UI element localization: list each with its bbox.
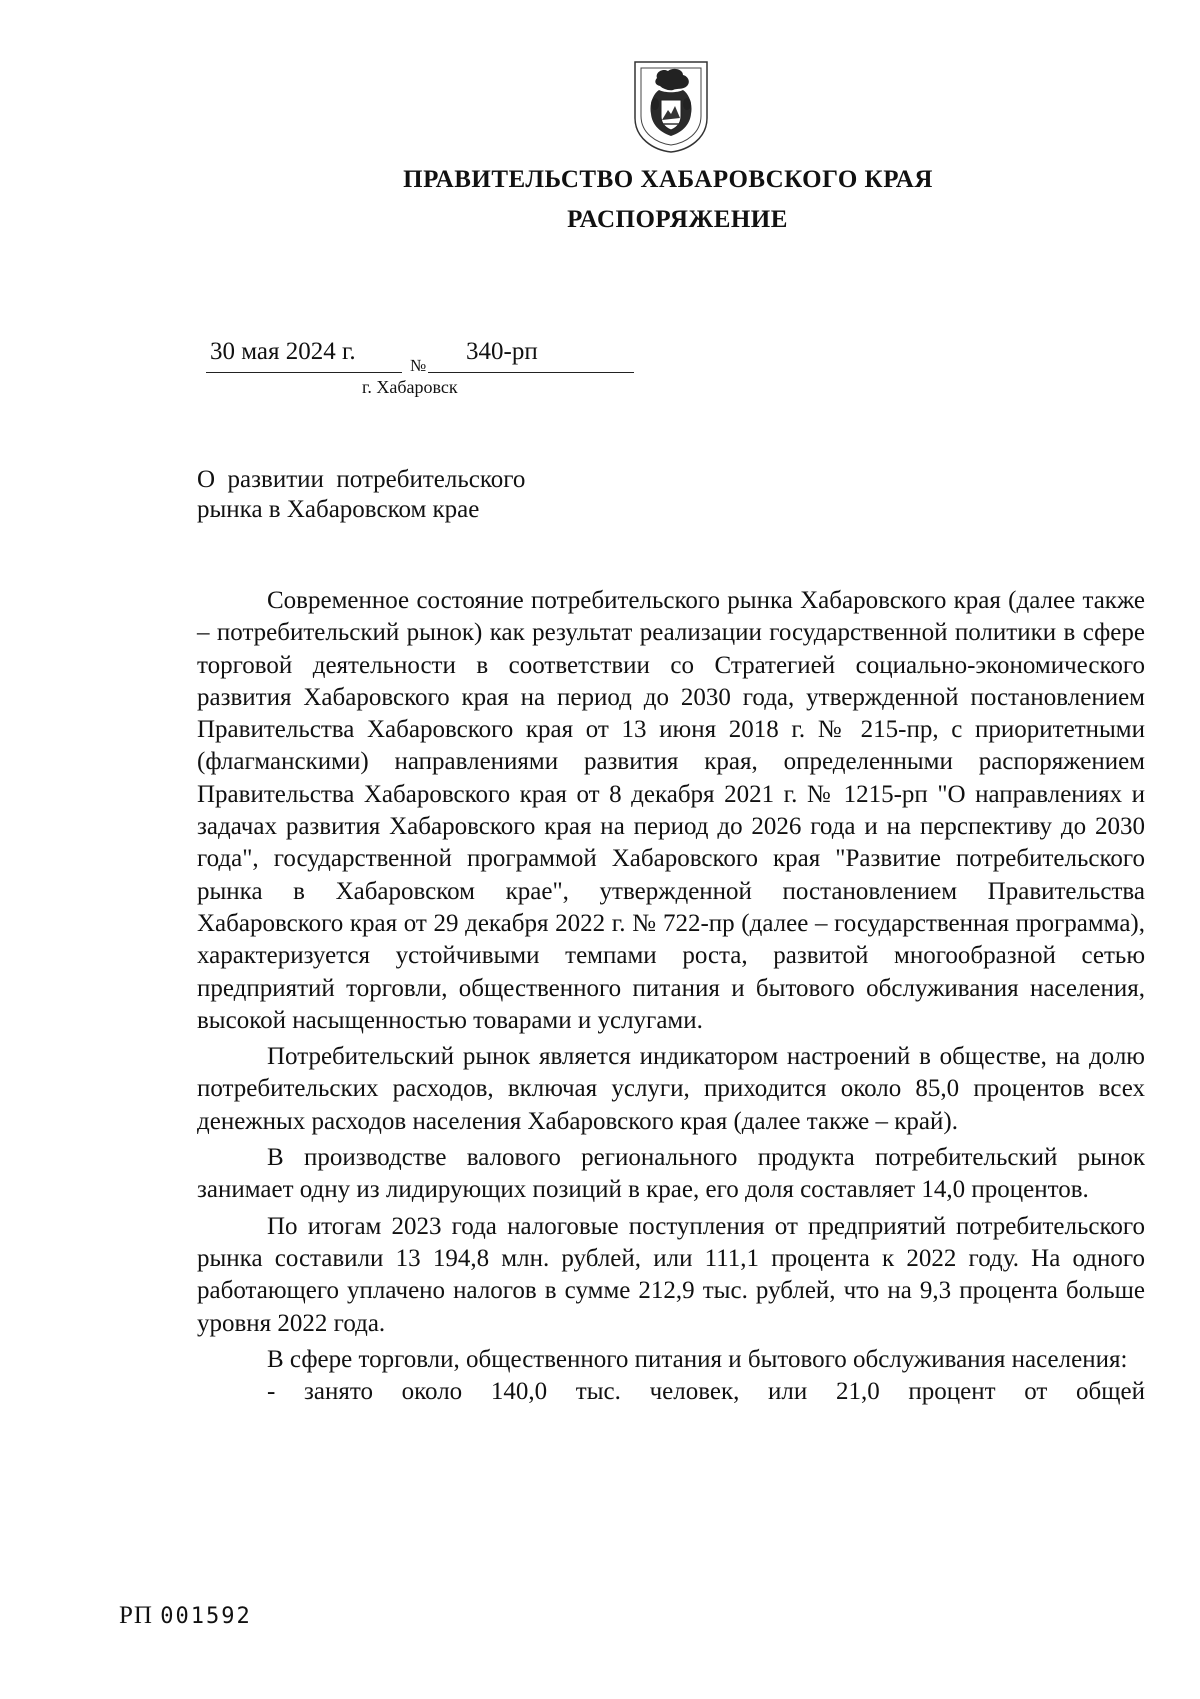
body-paragraph: Потребительский рынок является индикатором настроений в обществе, на долю потребительских расходов, включая услуги, приходится около 85,0 процентов всех денежных расходов населения Хабаровского края (далее также – край). (197, 1043, 1145, 1135)
government-title: ПРАВИТЕЛЬСТВО ХАБАРОВСКОГО КРАЯ (403, 166, 933, 193)
document-body (197, 585, 1145, 1408)
registration-prefix: РП (119, 1602, 153, 1629)
body-paragraph: В производстве валового регионального продукта потребительский рынок занимает одну из лидирующих позиций в крае, его доля составляет 14,0 процентов. (197, 1144, 1145, 1204)
date-underline (206, 372, 402, 373)
registration-number (119, 1602, 252, 1630)
body-list-item: - занято около 140,0 тыс. человек, или 21,0 процент от общей (267, 1378, 1145, 1406)
body-paragraph: В сфере торговли, общественного питания и бытового обслуживания населения: (267, 1345, 1128, 1373)
subject-line-1: О развитии потребительского (197, 466, 526, 493)
number-underline (428, 372, 634, 373)
document-date: 30 мая 2024 г. (210, 338, 356, 365)
number-sign: № (410, 356, 427, 375)
khabarovsk-krai-coat-of-arms-icon (633, 60, 709, 154)
document-city: г. Хабаровск (362, 377, 458, 397)
registration-digits: 001592 (160, 1604, 252, 1629)
document-number: 340-рп (466, 338, 538, 365)
body-paragraph: По итогам 2023 года налоговые поступления от предприятий потребительского рынка составили 13 194,8 млн. рублей, или 111,1 процента к 2022 году. На одного работающего уплачено налогов в сумме 212,9 тыс. рублей, что на 9,3 процента больше уровня 2022 года. (197, 1212, 1145, 1337)
subject-line-2: рынка в Хабаровском крае (197, 496, 480, 523)
document-subject (197, 465, 525, 525)
body-paragraph: Современное состояние потребительского рынка Хабаровского края (далее также – потребительский рынок) как результат реализации государственной политики в сфере торговой деятельности в соответствии со Стратегией социально-экономического развития Хабаровского края на период до 2030 года, утвержденной постановлением Правительства Хабаровского края от 13 июня 2018 г. № 215-пр, с приоритетными (флагманскими) направлениями развития края, определенными распоряжением Правительства Хабаровского края от 8 декабря 2021 г. № 1215-рп "О направлениях и задачах развития Хабаровского края на период до 2026 года и на перспективу до 2030 года", государственной программой Хабаровского края "Развитие потребительского рынка в Хабаровском крае", утвержденной постановлением Правительства Хабаровского края от 29 декабря 2022 г. № 722-пр (далее – государственная программа), характеризуется устойчивыми темпами роста, развитой многообразной сетью предприятий торговли, общественного питания и бытового обслуживания населения, высокой насыщенностью товарами и услугами. (197, 587, 1145, 1034)
document-type-title: РАСПОРЯЖЕНИЕ (567, 206, 788, 233)
